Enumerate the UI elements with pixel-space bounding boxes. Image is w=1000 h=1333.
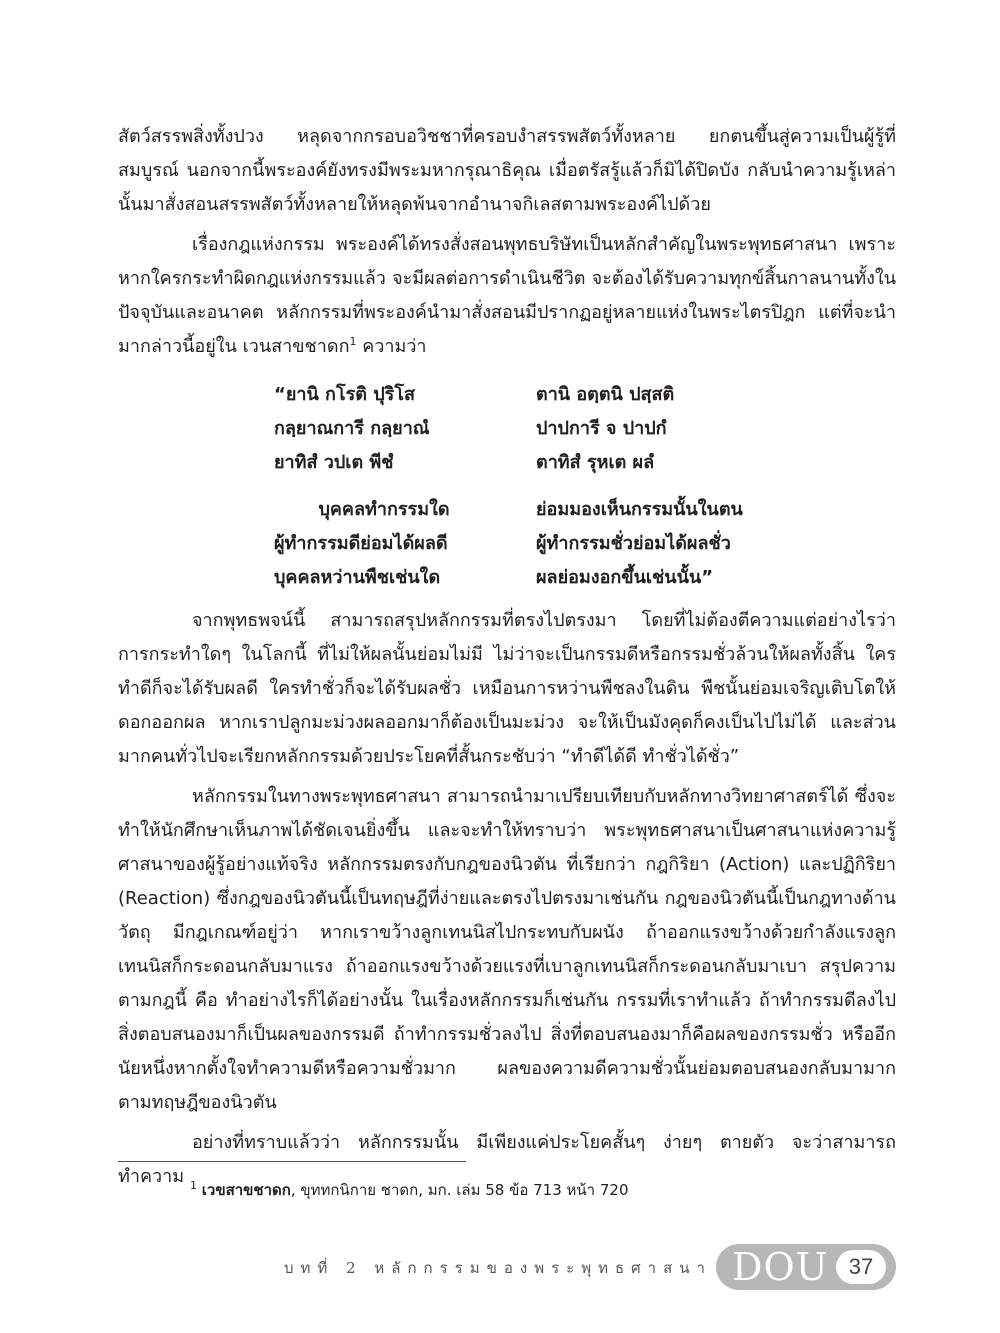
paragraph-2-text: เรื่องกฎแห่งกรรม พระองค์ได้ทรงสั่งสอนพุทธบริษัทเป็นหลักสำคัญในพระพุทธศาสนา เพราะหากใครกระทำผิดกฎแห่งกรรมแล้ว จะมีผลต่อการดำเนินชีวิต จะต้องได้รับความทุกข์สิ้นกาลนานทั้งในปัจจุบันและอนาคต หลักกรรมที่พระองค์นำมาสั่งสอนมีปรากฏอยู่หลายแห่งในพระไตรปิฎก แต่ที่จะนำมากล่าวนี้อยู่ใน เวนสาขชาดก xyxy=(118,234,896,357)
footnote-divider xyxy=(118,1161,466,1162)
verse-left: “ยานิ กโรติ ปุริโส xyxy=(274,384,415,405)
verse-left: บุคคลทำกรรมใด xyxy=(318,499,450,520)
verse-row xyxy=(274,527,834,561)
page-number: 37 xyxy=(836,1250,886,1284)
verse-left: ผู้ทำกรรมดีย่อมได้ผลดี xyxy=(274,533,448,554)
verse-thai xyxy=(274,493,834,595)
footnote-ref: 1 xyxy=(349,335,357,348)
verse-row xyxy=(274,412,834,446)
verse-right: ย่อมมองเห็นกรรมนั้นในตน xyxy=(536,499,743,520)
verse-right: ผลย่อมงอกขึ้นเช่นนั้น” xyxy=(536,567,714,588)
verse-left: ยาทิสํ วปเต พีชํ xyxy=(274,452,394,473)
body-text-bottom xyxy=(118,604,896,1194)
paragraph-2-tail: ความว่า xyxy=(362,336,427,357)
footnote-number: 1 xyxy=(190,1179,197,1192)
body-text-top xyxy=(118,120,896,364)
dou-logo-badge xyxy=(716,1244,896,1290)
verse-right: ปาปการี จ ปาปกํ xyxy=(536,418,667,439)
verse-pali xyxy=(274,378,834,480)
verse-row xyxy=(274,493,834,527)
verse-row xyxy=(274,561,834,595)
paragraph-1: สัตว์สรรพสิ่งทั้งปวง หลุดจากกรอบอวิชชาที่ครอบงำสรรพสัตว์ทั้งหลาย ยกตนขึ้นสู่ความเป็นผู้รู้ที่สมบูรณ์ นอกจากนี้พระองค์ยังทรงมีพระมหากรุณาธิคุณ เมื่อตรัสรู้แล้วก็มิได้ปิดบัง กลับนำความรู้เหล่านั้นมาสั่งสอนสรรพสัตว์ทั้งหลายให้หลุดพ้นจากอำนาจกิเลสตามพระองค์ไปด้วย xyxy=(118,126,896,215)
verse-right: ตานิ อตฺตนิ ปสฺสติ xyxy=(536,384,675,405)
footnote-text: , ขุททกนิกาย ชาดก, มก. เล่ม 58 ข้อ 713 หน้า 720 xyxy=(290,1181,629,1199)
footnote-title: เวขสาขชาดก xyxy=(201,1181,291,1199)
dou-logo-text: DOU xyxy=(732,1245,829,1289)
paragraph-3: จากพุทธพจน์นี้ สามารถสรุปหลักกรรมที่ตรงไปตรงมา โดยที่ไม่ต้องตีความแต่อย่างไรว่า การกระทำใดๆ ในโลกนี้ ที่ไม่ให้ผลนั้นย่อมไม่มี ไม่ว่าจะเป็นกรรมดีหรือกรรมชั่วล้วนให้ผลทั้งสิ้น ใครทำดีก็จะได้รับผลดี ใครทำชั่วก็จะได้รับผลชั่ว เหมือนการหว่านพืชลงในดิน พืชนั้นย่อมเจริญเติบโตให้ดอกออกผล หากเราปลูกมะม่วงผลออกมาก็ต้องเป็นมะม่วง จะให้เป็นมังคุดก็คงเป็นไปไม่ได้ และส่วนมากคนทั่วไปจะเรียกหลักกรรมด้วยประโยคที่สั้นกระชับว่า “ทำดีได้ดี ทำชั่วได้ชั่ว” xyxy=(118,610,896,767)
verse-right: ตาทิสํ รุหเต ผลํ xyxy=(536,452,655,473)
paragraph-5: อย่างที่ทราบแล้วว่า หลักกรรมนั้น มีเพียงแค่ประโยคสั้นๆ ง่ายๆ ตายตัว จะว่าสามารถทำความ xyxy=(118,1132,896,1187)
verse-row xyxy=(274,446,834,480)
verse-row xyxy=(274,378,834,412)
verse-left: บุคคลหว่านพืชเช่นใด xyxy=(274,567,441,588)
paragraph-2 xyxy=(118,228,896,364)
verse-left: กลฺยาณการี กลฺยาณํ xyxy=(274,418,430,439)
running-footer-title: บทที่ 2 หลักกรรมของพระพุทธศาสนา xyxy=(284,1259,712,1277)
paragraph-4: หลักกรรมในทางพระพุทธศาสนา สามารถนำมาเปรียบเทียบกับหลักทางวิทยาศาสตร์ได้ ซึ่งจะทำให้นักศึกษาเห็นภาพได้ชัดเจนยิ่งขึ้น และจะทำให้ทราบว่า พระพุทธศาสนาเป็นศาสนาแห่งความรู้ ศาสนาของผู้รู้อย่างแท้จริง หลักกรรมตรงกับกฎของนิวตัน ที่เรียกว่า กฎกิริยา (Action) และปฏิกิริยา (Reaction) ซึ่งกฎของนิวตันนี้เป็นทฤษฎีที่ง่ายและตรงไปตรงมาเช่นกัน กฎของนิวตันนี้เป็นกฎทางด้านวัตถุ มีกฎเกณฑ์อยู่ว่า หากเราขว้างลูกเทนนิสไปกระทบกับผนัง ถ้าออกแรงขว้างด้วยกำลังแรงลูกเทนนิสก็กระดอนกลับมาแรง ถ้าออกแรงขว้างด้วยแรงที่เบาลูกเทนนิสก็กระดอนกลับมาเบา สรุปความตามกฎนี้ คือ ทำอย่างไรก็ได้อย่างนั้น ในเรื่องหลักกรรมก็เช่นกัน กรรมที่เราทำแล้ว ถ้าทำกรรมดีลงไป สิ่งตอบสนองมาก็เป็นผลของกรรมดี ถ้าทำกรรมชั่วลงไป สิ่งที่ตอบสนองมาก็คือผลของกรรมชั่ว หรืออีกนัยหนึ่งหากตั้งใจทำความดีหรือความชั่วมาก ผลของความดีความชั่วนั้นย่อมตอบสนองกลับมามาก ตามทฤษฎีของนิวตัน xyxy=(118,786,896,1113)
verse-right: ผู้ทำกรรมชั่วย่อมได้ผลชั่ว xyxy=(536,533,731,554)
footnote xyxy=(190,1178,629,1202)
